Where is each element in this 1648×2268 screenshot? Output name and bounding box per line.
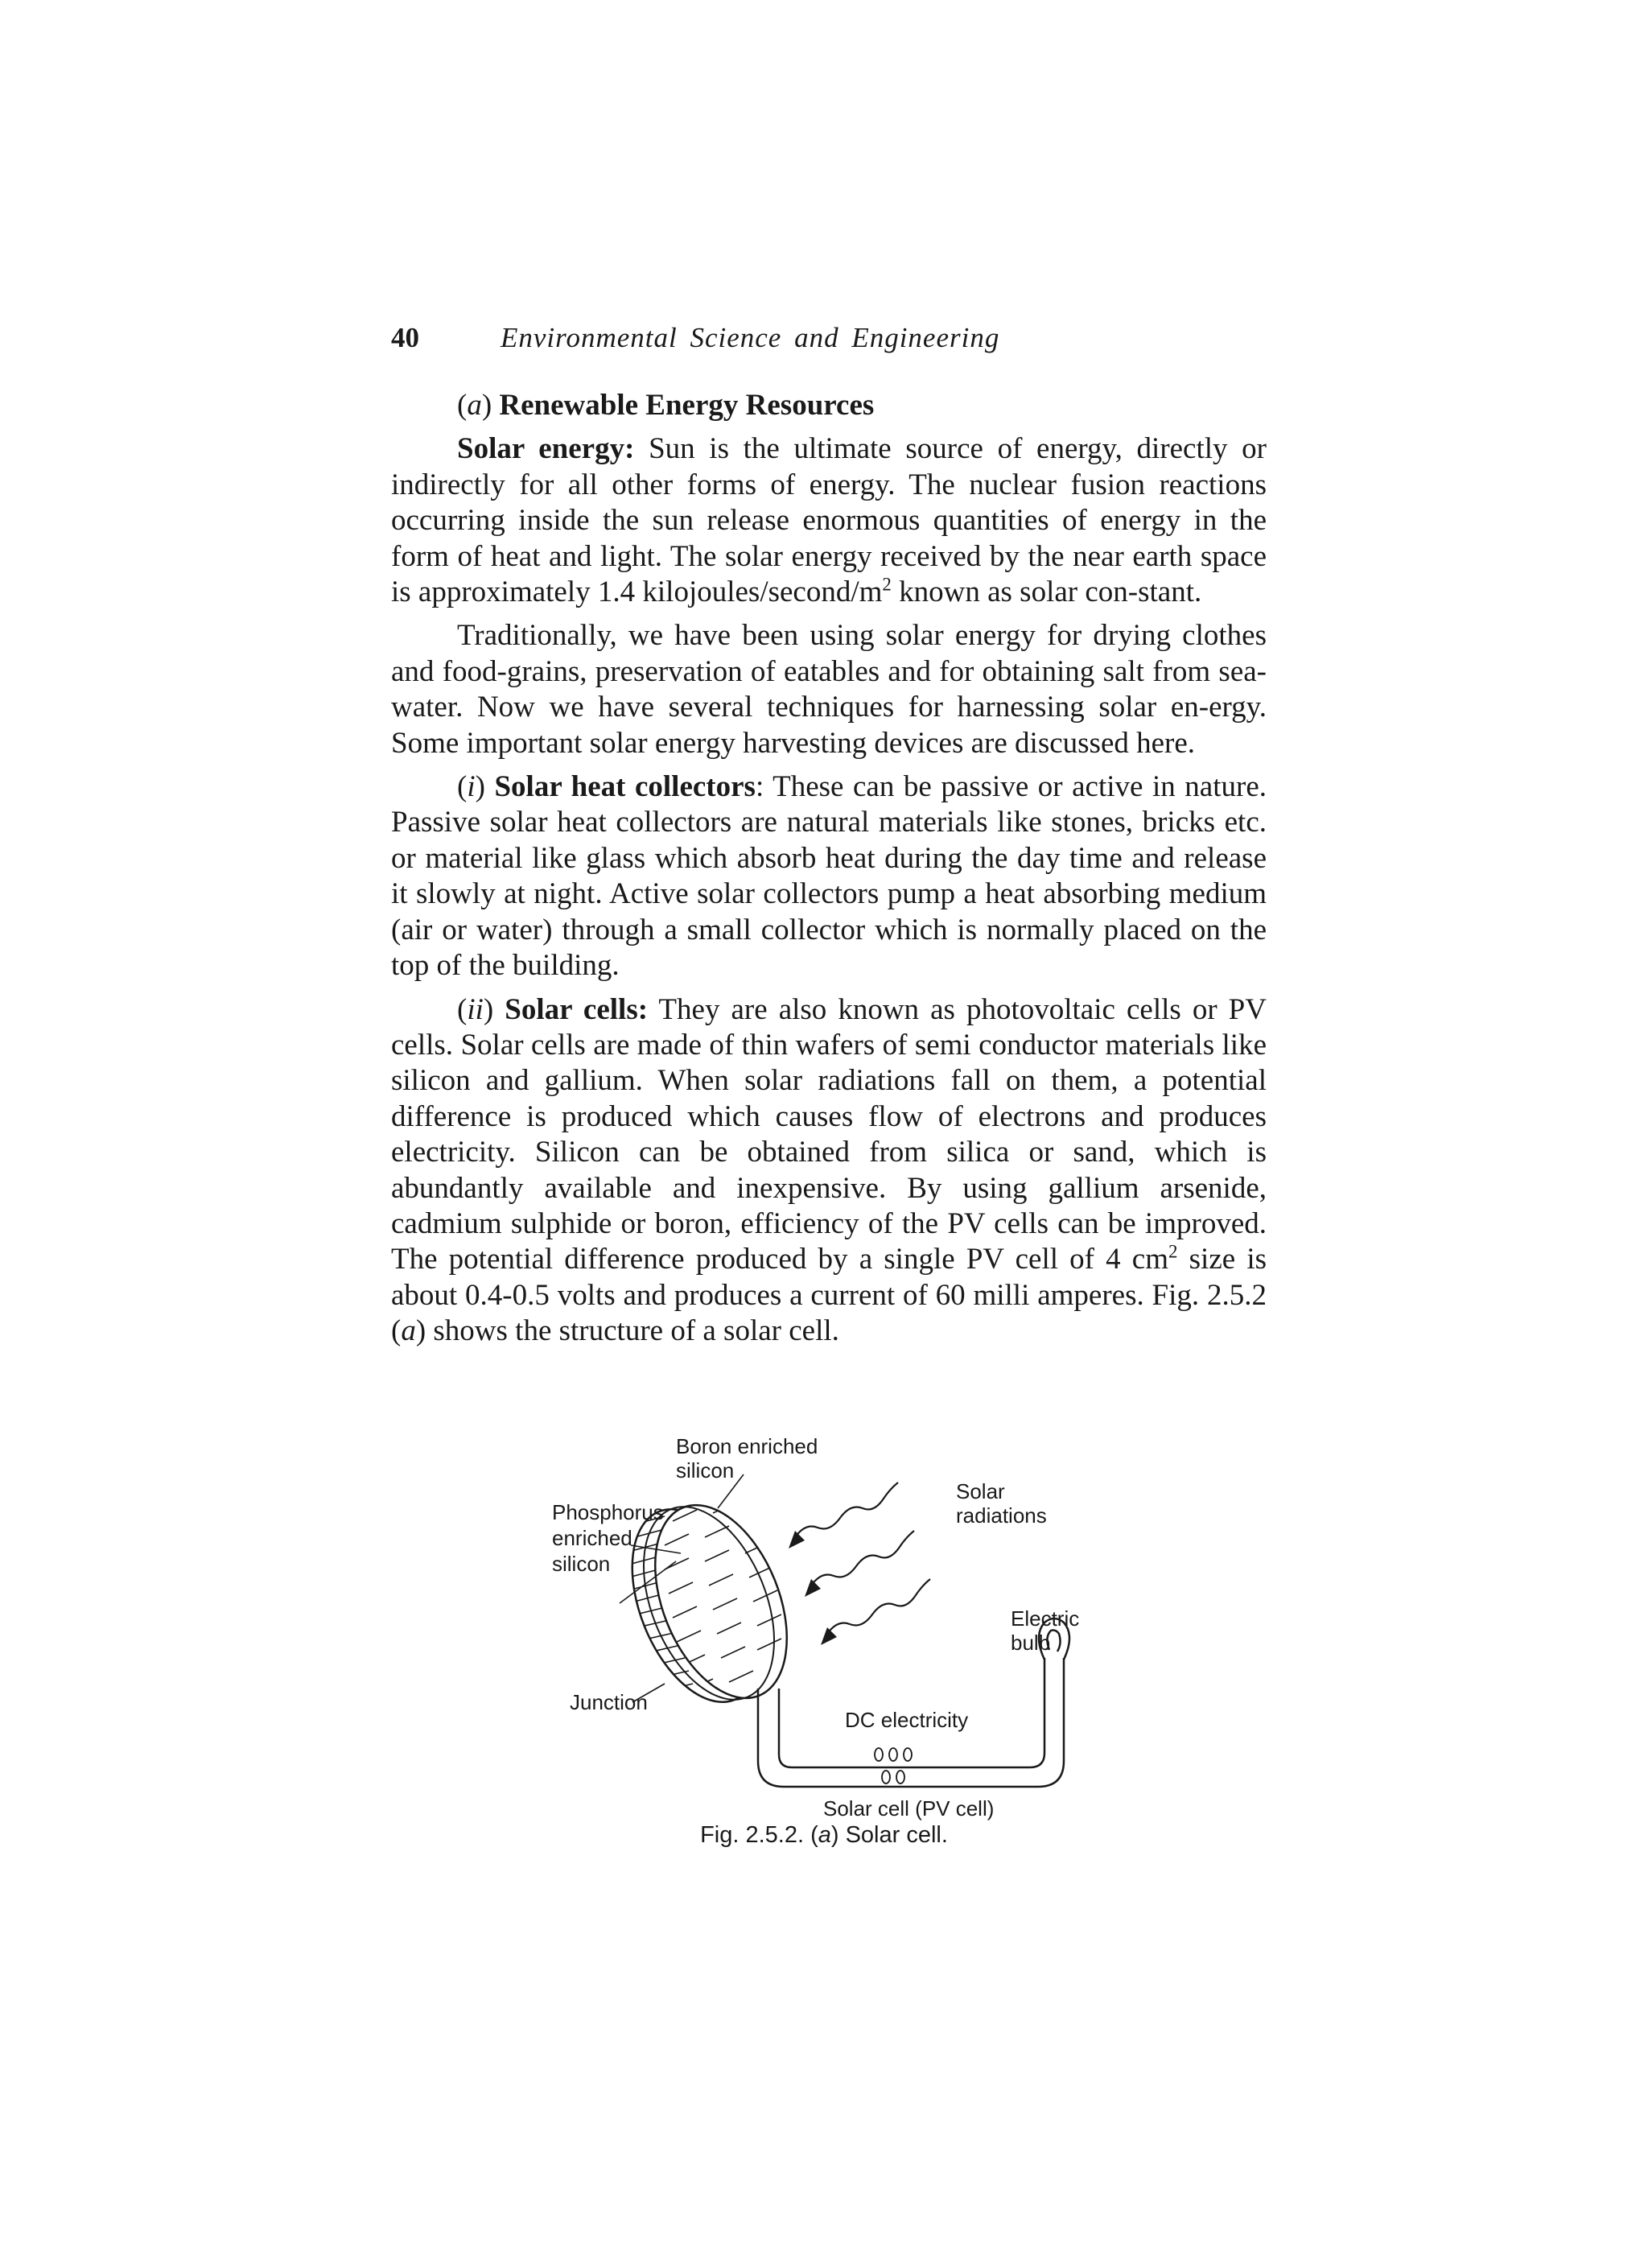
paragraph-text: ) shows the structure of a solar cell. (415, 1314, 839, 1348)
item-num: ii (467, 992, 484, 1026)
label-dc-electricity: DC electricity (845, 1708, 969, 1732)
label-electric-2: bulb (1011, 1631, 1051, 1655)
term-solar-heat-collectors: Solar heat collectors (494, 770, 756, 804)
label-solar-1: Solar (956, 1479, 1005, 1503)
caption-letter: a (818, 1822, 831, 1848)
term-solar-energy: Solar energy: (457, 432, 635, 466)
item-num-open: ( (457, 770, 468, 804)
caption-suffix: ) Solar cell. (830, 1822, 948, 1848)
solar-cell-diagram (552, 1433, 1099, 1867)
paragraph-solar-energy (391, 431, 1267, 610)
body-text (391, 388, 1267, 1350)
section-label: a (467, 389, 482, 422)
label-pv-cell: Solar cell (PV cell) (823, 1796, 995, 1821)
label-electric-1: Electric (1011, 1606, 1080, 1631)
paragraph-heat-collectors (391, 769, 1267, 983)
solar-cell-figure (552, 1433, 1099, 1867)
paragraph-text: size is about 0.4-0.5 volts and produces a current of 60 milli amperes. Fig. 2.5.2 ( (391, 1243, 1267, 1348)
section-label-close: ) (481, 389, 500, 422)
label-boron-1: Boron enriched (676, 1434, 818, 1458)
arrowheads (789, 1531, 837, 1645)
paragraph-text: They are also known as photovoltaic cells or PV cells. Solar cells are made of thin wafers of semi conductor materials like silicon and gallium. When solar radiations fall on them, a potential difference is produced which causes flow of electrons and produces electricity. Silicon can be obtained from silica or sand, which is abundantly available and inexpensive. By using gallium arsenide, cadmium sulphide or boron, efficiency of the PV cells can be improved. The potential difference produced by a single PV cell of 4 cm (391, 992, 1267, 1276)
item-num-open: ( (457, 992, 468, 1026)
figure-ref-letter: a (401, 1314, 416, 1348)
label-boron-2: silicon (676, 1458, 735, 1482)
paragraph-text: known as solar con-stant. (891, 575, 1202, 609)
paragraph-text: : These can be passive or active in nature. Passive solar heat collectors are natural materials like stones, bricks etc. or material like glass which absorb heat during the day time and release it slowly at night. Active solar collectors pump a heat absorbing medium (air or water) through a small collector which is normally placed on the top of the building. (391, 770, 1267, 983)
figure-caption (0, 1822, 1648, 1849)
section-label-open: ( (457, 389, 468, 422)
caption-prefix: Fig. 2.5.2. ( (700, 1822, 818, 1848)
item-num-close: ) (483, 992, 505, 1026)
superscript: 2 (882, 574, 892, 595)
electron-symbols (875, 1748, 912, 1783)
page-number: 40 (391, 322, 419, 353)
label-phosphorus-2: enriched (552, 1526, 632, 1550)
paragraph-text: Sun is the ultimate source of energy, directly or indirectly for all other forms of energy. The nuclear fusion reactions occurring inside the sun release enormous quantities of energy in the form of heat and light. The solar energy received by the near earth space is approximately 1.4 kilojoules/second/m (391, 432, 1267, 609)
label-phosphorus-3: silicon (552, 1552, 611, 1576)
term-solar-cells: Solar cells: (505, 992, 649, 1026)
solar-radiation-arrows (795, 1482, 930, 1634)
running-title: Environmental Science and Engineering (501, 322, 1000, 353)
label-junction: Junction (570, 1690, 648, 1714)
item-num: i (467, 770, 476, 804)
section-title: Renewable Energy Resources (499, 389, 875, 422)
page-header (391, 322, 1000, 354)
paragraph-solar-cells (391, 992, 1267, 1350)
label-solar-2: radiations (956, 1503, 1047, 1528)
paragraph-traditional-use: Traditionally, we have been using solar energy for drying clothes and food-grains, preservation of eatables and for obtaining salt from sea-water. Now we have several techniques for harnessing solar en-ergy. Some important solar energy harvesting devices are discussed here. (391, 619, 1267, 760)
item-num-close: ) (475, 770, 495, 804)
section-heading (391, 388, 1267, 423)
superscript: 2 (1168, 1242, 1178, 1263)
label-phosphorus-1: Phosphorus (552, 1500, 664, 1524)
